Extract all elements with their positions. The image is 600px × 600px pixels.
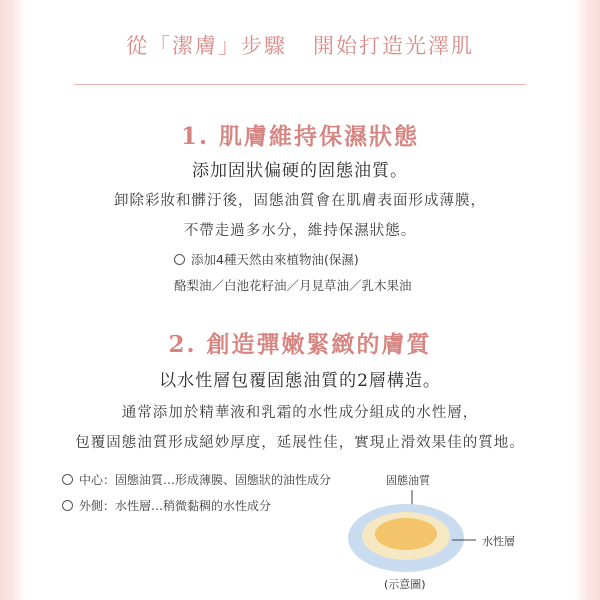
diagram-caption: (示意圖) [384, 578, 426, 591]
section2-title: 2. 創造彈嫩緊緻的膚質 [168, 331, 432, 358]
bullet-circle-icon [62, 500, 73, 511]
section1-note-items: 酪梨油／白池花籽油／月見草油／乳木果油 [174, 278, 412, 293]
diagram-label-outer: 水性層 [482, 535, 515, 548]
page-header [26, 30, 574, 60]
section1-note-title [174, 250, 359, 268]
middle-layer [362, 512, 450, 560]
section2-body-line-1: 通常添加於精華液和乳霜的水性成分組成的水性層， [121, 405, 479, 421]
header-divider [74, 84, 526, 85]
outer-water-layer [348, 504, 464, 572]
header-title-right: 開始打造光澤肌 [313, 34, 474, 58]
section2-bullet-core [62, 471, 331, 488]
bullet-circle-icon [174, 254, 185, 265]
section1-body-line-2: 不帶走過多水分，維持保濕狀態。 [183, 223, 417, 239]
section2-bullet-outer [62, 497, 271, 514]
section1-title: 1. 肌膚維持保濕狀態 [180, 123, 420, 150]
section2-bullet-outer-text: 外側：水性層…稍微黏稠的水性成分 [79, 499, 272, 513]
bullet-circle-icon [62, 474, 73, 485]
diagram-label-core: 固態油質 [386, 474, 430, 487]
section2-bullet-core-text: 中心：固態油質…形成薄膜、固態狀的油性成分 [79, 473, 332, 487]
section1-body-line-1: 卸除彩妝和髒汙後，固態油質會在肌膚表面形成薄膜， [114, 193, 486, 209]
content-card [26, 0, 574, 600]
section2-subtitle: 以水性層包覆固態油質的2層構造。 [159, 371, 441, 391]
section1-subtitle: 添加固狀偏硬的固態油質。 [192, 161, 408, 181]
section2-body-line-2: 包覆固態油質形成絕妙厚度，延展性佳，實現止滑效果佳的質地。 [75, 435, 525, 451]
section1-note-title-text: 添加4種天然由來植物油(保濕) [191, 252, 359, 267]
header-title-left: 從「潔膚」步驟 [126, 34, 287, 58]
core-oil [375, 518, 437, 550]
